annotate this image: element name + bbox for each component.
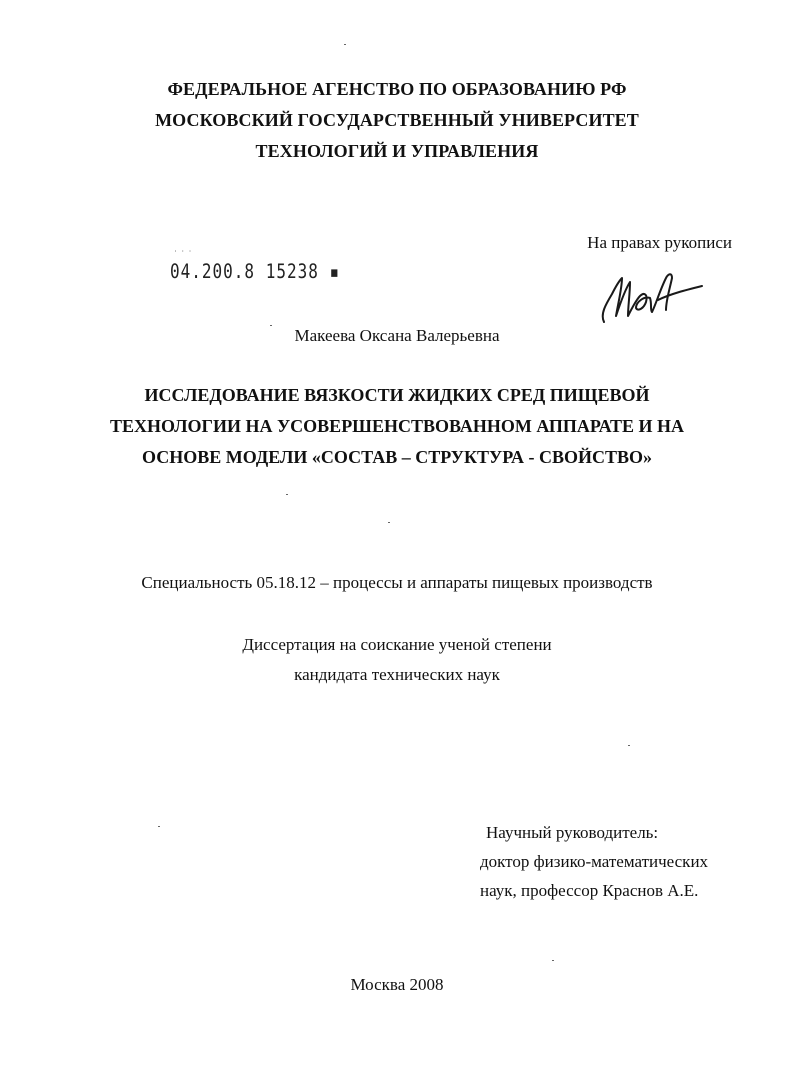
scan-speck bbox=[388, 522, 390, 523]
header-line-1: ФЕДЕРАЛЬНОЕ АГЕНСТВО ПО ОБРАЗОВАНИЮ РФ bbox=[167, 79, 627, 99]
city-year bbox=[0, 970, 794, 1000]
specialty bbox=[0, 568, 794, 598]
advisor-line-2: доктор физико-математических bbox=[480, 852, 709, 871]
title-line-2: ТЕХНОЛОГИИ НА УСОВЕРШЕНСТВОВАННОМ АППАРАТЕ И НА bbox=[109, 416, 685, 436]
scan-speck bbox=[270, 325, 272, 326]
advisor-line-1: Научный руководитель: bbox=[486, 823, 659, 842]
title-line-1: ИССЛЕДОВАНИЕ ВЯЗКОСТИ ЖИДКИХ СРЕД ПИЩЕВОЙ bbox=[144, 385, 650, 405]
scan-speck bbox=[552, 960, 554, 961]
rights-note: На правах рукописи bbox=[587, 233, 732, 252]
registration-stamp bbox=[170, 260, 340, 283]
degree-line-2: кандидата технических наук bbox=[294, 665, 500, 684]
stamp-number: 04.200.8 15238 bbox=[170, 260, 319, 283]
author-name: Макеева Оксана Валерьевна bbox=[294, 326, 500, 345]
degree-line-1: Диссертация на соискание ученой степени bbox=[242, 635, 552, 654]
scan-speck bbox=[628, 745, 630, 746]
advisor-line-3: наук, профессор Краснов А.Е. bbox=[480, 881, 699, 900]
dissertation-title bbox=[0, 380, 794, 473]
degree-info bbox=[0, 630, 794, 690]
scientific-advisor bbox=[480, 818, 780, 905]
scan-speck bbox=[158, 826, 160, 827]
specialty-text: Специальность 05.18.12 – процессы и аппараты пищевых производств bbox=[141, 573, 653, 592]
scan-speck bbox=[344, 44, 346, 45]
scan-speck bbox=[286, 494, 288, 495]
city-year-text: Москва 2008 bbox=[350, 975, 444, 994]
title-line-3: ОСНОВЕ МОДЕЛИ «СОСТАВ – СТРУКТУРА - СВОЙСТВО» bbox=[142, 447, 652, 467]
header-line-3: ТЕХНОЛОГИЙ И УПРАВЛЕНИЯ bbox=[255, 141, 539, 161]
organization-header bbox=[0, 74, 794, 167]
stamp-marks: ˙ ˙ ˙ bbox=[174, 249, 193, 259]
handwritten-signature bbox=[596, 264, 708, 330]
stamp-dot: ▪ bbox=[318, 260, 341, 283]
header-line-2: МОСКОВСКИЙ ГОСУДАРСТВЕННЫЙ УНИВЕРСИТЕТ bbox=[155, 110, 639, 130]
